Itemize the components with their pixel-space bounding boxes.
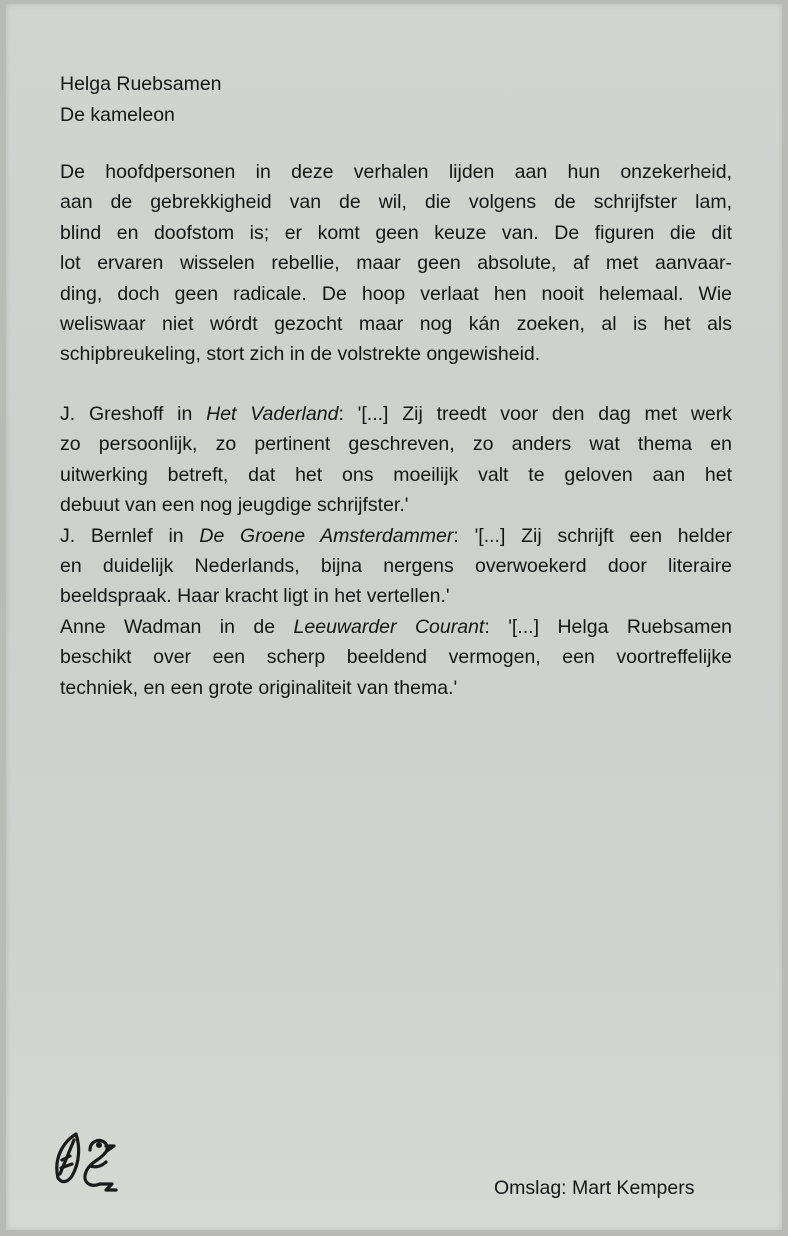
quote-greshoff-first-line — [60, 399, 732, 429]
press-quotes — [60, 399, 732, 703]
quote-connector: in — [168, 524, 184, 547]
blurb-paragraph — [60, 157, 732, 370]
quote-text: : '[...] Helga Ruebsamen — [484, 615, 733, 638]
author-name: Helga Ruebsamen — [60, 73, 222, 95]
quote-line: beeldspraak. Haar kracht ligt in het vertellen.' — [60, 585, 450, 608]
blurb-line: lot ervaren wisselen rebellie, maar geen absolute, af met aanvaar- — [60, 252, 732, 275]
quote-source: Het Vaderland — [206, 403, 339, 425]
quote-line: uitwerking betreft, dat het ons moeilijk valt te geloven aan het — [60, 463, 732, 486]
blurb-line: weliswaar niet wórdt gezocht maar nog kán zoeken, al is het als — [60, 313, 732, 336]
quote-source: Leeuwarder Courant — [293, 615, 485, 638]
quote-author: J. Bernlef — [60, 524, 153, 547]
quote-line: zo persoonlijk, zo pertinent geschreven, zo anders wat thema en — [60, 433, 732, 456]
quote-line: en duidelijk Nederlands, bijna nergens overwoekerd door literaire — [60, 555, 732, 578]
quote-text: : '[...] Zij treedt voor den dag met werk — [338, 403, 732, 425]
publisher-bird-icon — [50, 1126, 130, 1196]
quote-author: Anne Wadman — [60, 615, 202, 638]
quote-bernlef-first-line — [60, 521, 732, 551]
quote-connector: in de — [219, 615, 276, 638]
quote-text: : '[...] Zij schrijft een helder — [453, 524, 733, 547]
quote-line: beschikt over een scherp beeldend vermogen, een voortreffelijke — [60, 646, 732, 669]
quote-line: techniek, en een grote originaliteit van thema.' — [60, 676, 458, 699]
quote-author: J. Greshoff — [60, 403, 164, 425]
quote-wadman-first-line — [60, 612, 732, 642]
book-title: De kameleon — [60, 104, 175, 126]
blurb-line: blind en doofstom is; er komt geen keuze van. De figuren die dit — [60, 221, 732, 244]
book-back-cover — [6, 4, 782, 1230]
blurb-line: schipbreukeling, stort zich in de volstrekte ongewisheid. — [60, 343, 541, 366]
blurb-line: aan de gebrekkigheid van de wil, die volgens de schrijfster lam, — [60, 191, 732, 214]
blurb-line: De hoofdpersonen in deze verhalen lijden aan hun onzekerheid, — [60, 161, 732, 183]
quote-source: De Groene Amsterdammer — [199, 524, 454, 547]
blurb-line: ding, doch geen radicale. De hoop verlaat hen nooit helemaal. Wie — [60, 282, 732, 305]
quote-line: debuut van een nog jeugdige schrijfster.' — [60, 494, 409, 517]
cover-header — [60, 69, 222, 131]
cover-design-credit: Omslag: Mart Kempers — [494, 1177, 695, 1199]
quote-connector: in — [177, 403, 193, 425]
